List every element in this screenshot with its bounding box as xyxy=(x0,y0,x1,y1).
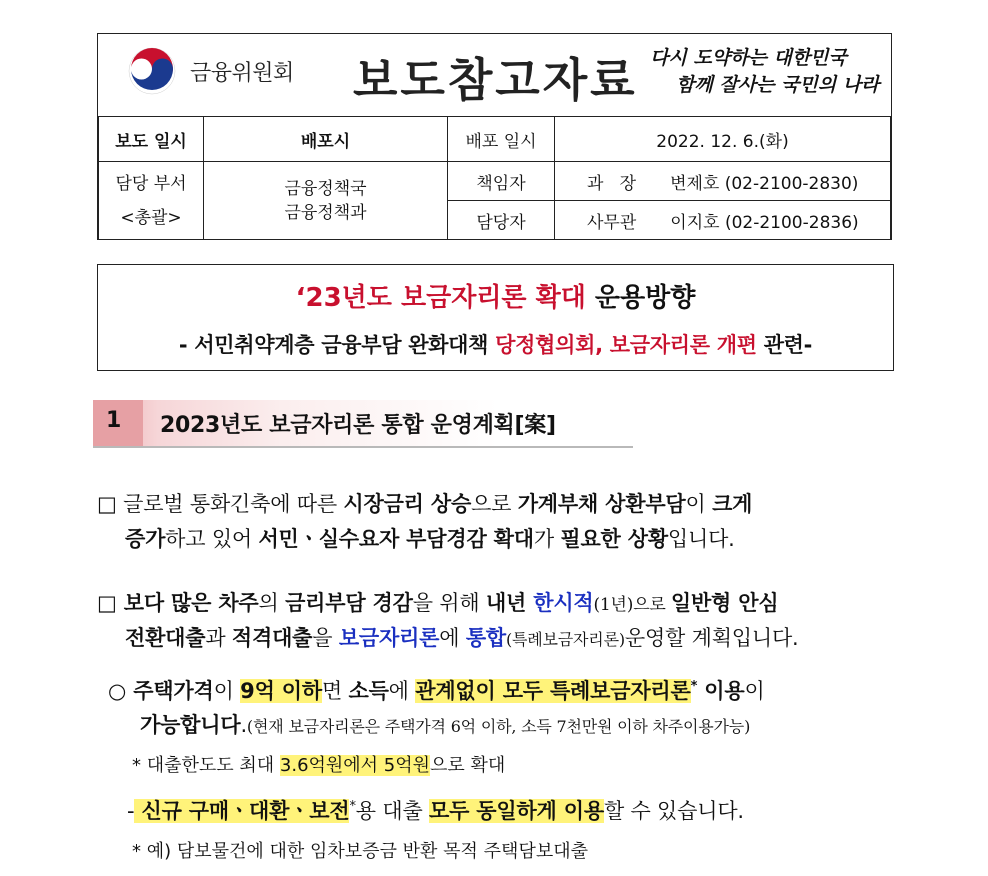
p2-blue: 한시적 xyxy=(533,591,594,615)
p1-bold: 필요한 상황 xyxy=(560,527,668,551)
p3-text: 에 xyxy=(388,679,416,703)
p2-bold: 금리부담 경감 xyxy=(285,591,413,615)
info-table xyxy=(98,116,891,240)
section-title: 2023년도 보금자리론 통합 운영계획[案] xyxy=(160,413,556,438)
p1-bold: 서민ㆍ실수요자 부담경감 확대 xyxy=(258,527,534,551)
p3-bold: 주택가격 xyxy=(126,679,214,703)
p1-text: 글로벌 통화긴축에 따른 xyxy=(116,492,344,516)
p2-text: 을 위해 xyxy=(412,591,486,615)
p3-text: 이 xyxy=(213,679,241,703)
document-type: 보도참고자료 xyxy=(353,53,638,107)
p1-bold: 가계부채 상환부담 xyxy=(517,492,686,516)
note-1-text: 으로 확대 xyxy=(430,755,506,776)
note-1 xyxy=(132,751,505,777)
p2-bold: 내년 xyxy=(485,591,534,615)
sub-title-red: 당정협의회, 보금자리론 개편 xyxy=(495,333,757,357)
sub-title-part-1: - 서민취약계층 금융부담 완화대책 xyxy=(178,333,496,357)
p1-text: 하고 있어 xyxy=(165,527,259,551)
p2-text: 의 xyxy=(258,591,286,615)
p2-bold: 전환대출 xyxy=(125,626,206,650)
section-number: 1 xyxy=(106,408,122,433)
p1-bold: 시장금리 상승 xyxy=(343,492,472,516)
paragraph-2-line-2 xyxy=(125,622,799,652)
paragraph-3-line-2 xyxy=(140,709,750,739)
p3-footnote-mark: * xyxy=(690,679,698,694)
department-line-1: 금융정책국 xyxy=(284,178,367,199)
p1-bold: 크게 xyxy=(712,492,753,516)
paragraph-2-line-1 xyxy=(97,587,778,617)
p4-text: 할 수 있습니다. xyxy=(603,799,744,823)
manager-name: 변제호 (02-2100-2830) xyxy=(670,173,859,194)
banner xyxy=(98,34,891,117)
distribution-label: 배포 일시 xyxy=(448,117,555,162)
square-bullet: □ xyxy=(97,591,117,615)
p3-small: (현재 보금자리론은 주택가격 6억 이하, 소득 7천만원 이하 차주이용가능) xyxy=(246,717,751,736)
p2-small: (특례보금자리론) xyxy=(505,630,625,649)
title-box xyxy=(97,264,894,371)
paragraph-4 xyxy=(127,795,744,825)
release-value: 배포시 xyxy=(204,117,448,162)
p2-bold: 적격대출 xyxy=(231,626,313,650)
p1-text: 이 xyxy=(685,492,713,516)
p2-bold: 보다 많은 차주 xyxy=(116,591,259,615)
p4-highlight: 신규 구매ㆍ대환ㆍ보전 xyxy=(134,799,350,823)
p3-text: . xyxy=(240,713,247,737)
p2-text: 과 xyxy=(205,626,232,650)
p2-text: 을 xyxy=(312,626,339,650)
p4-footnote-mark: * xyxy=(349,799,356,814)
paragraph-1-line-2 xyxy=(125,523,735,553)
dash-bullet: - xyxy=(127,799,135,823)
main-title-black: 운용방향 xyxy=(585,283,696,313)
p3-bold: 가능합니다 xyxy=(140,713,241,737)
release-row xyxy=(99,117,891,162)
circle-bullet: ○ xyxy=(108,679,127,703)
department-value-cell xyxy=(204,162,448,240)
p3-bold: 소득 xyxy=(348,679,389,703)
p3-text: 이 xyxy=(744,679,765,703)
slogan-line-2: 함께 잘사는 국민의 나라 xyxy=(676,74,880,96)
p4-highlight: 모두 동일하게 이용 xyxy=(429,799,604,823)
p3-text: 면 xyxy=(321,679,349,703)
distribution-value: 2022. 12. 6.(화) xyxy=(555,117,891,162)
manager-row xyxy=(99,162,891,201)
p1-text: 으로 xyxy=(471,492,518,516)
manager-title: 과 장 xyxy=(587,173,637,194)
p1-text: 가 xyxy=(533,527,561,551)
department-line-2: 금융정책과 xyxy=(284,202,367,223)
slogan-line-1: 다시 도약하는 대한민국 xyxy=(650,47,847,69)
department-label: 담당 부서 xyxy=(115,173,187,194)
p3-highlight: 9억 이하 xyxy=(240,679,322,703)
p2-text: 운영할 계획입니다. xyxy=(624,626,799,650)
staff-contact xyxy=(555,201,891,240)
main-title xyxy=(98,277,893,314)
paragraph-1-line-1 xyxy=(97,488,752,518)
p2-bold: 일반형 안심 xyxy=(670,591,779,615)
main-title-red: ‘23년도 보금자리론 확대 xyxy=(295,283,586,313)
note-2: * 예) 담보물건에 대한 임차보증금 반환 목적 주택담보대출 xyxy=(132,841,588,862)
sub-title-part-2: 관련- xyxy=(756,333,813,357)
square-bullet: □ xyxy=(97,492,117,516)
note-1-highlight: 3.6억원에서 5억원 xyxy=(279,755,431,776)
p1-text: 입니다. xyxy=(667,527,735,551)
slogan xyxy=(646,45,886,99)
paragraph-3-line-1 xyxy=(108,675,765,705)
sub-title xyxy=(98,329,893,359)
staff-label: 담당자 xyxy=(448,201,555,240)
manager-label: 책임자 xyxy=(448,162,555,201)
release-label: 보도 일시 xyxy=(99,117,204,162)
staff-name: 이지호 (02-2100-2836) xyxy=(670,212,859,233)
p4-text: 용 대출 xyxy=(355,799,430,823)
header-box xyxy=(97,33,892,240)
manager-contact xyxy=(555,162,891,201)
section-underline xyxy=(93,446,633,448)
agency-name: 금융위원회 xyxy=(190,61,294,86)
p2-text: 에 xyxy=(439,626,466,650)
p2-text: (1년)으로 xyxy=(593,595,671,615)
p3-bold: 이용 xyxy=(697,679,745,703)
department-label-cell xyxy=(99,162,204,240)
note-1-text: * 대출한도도 최대 xyxy=(132,755,280,776)
staff-title: 사무관 xyxy=(587,212,637,233)
p3-highlight: 관계없이 모두 특례보금자리론 xyxy=(415,679,691,703)
p1-bold: 증가 xyxy=(125,527,166,551)
department-sub-label: <총괄> xyxy=(120,207,182,228)
p2-blue: 통합 xyxy=(465,626,506,650)
fsc-logo-icon xyxy=(128,47,176,95)
p2-blue: 보금자리론 xyxy=(338,626,440,650)
